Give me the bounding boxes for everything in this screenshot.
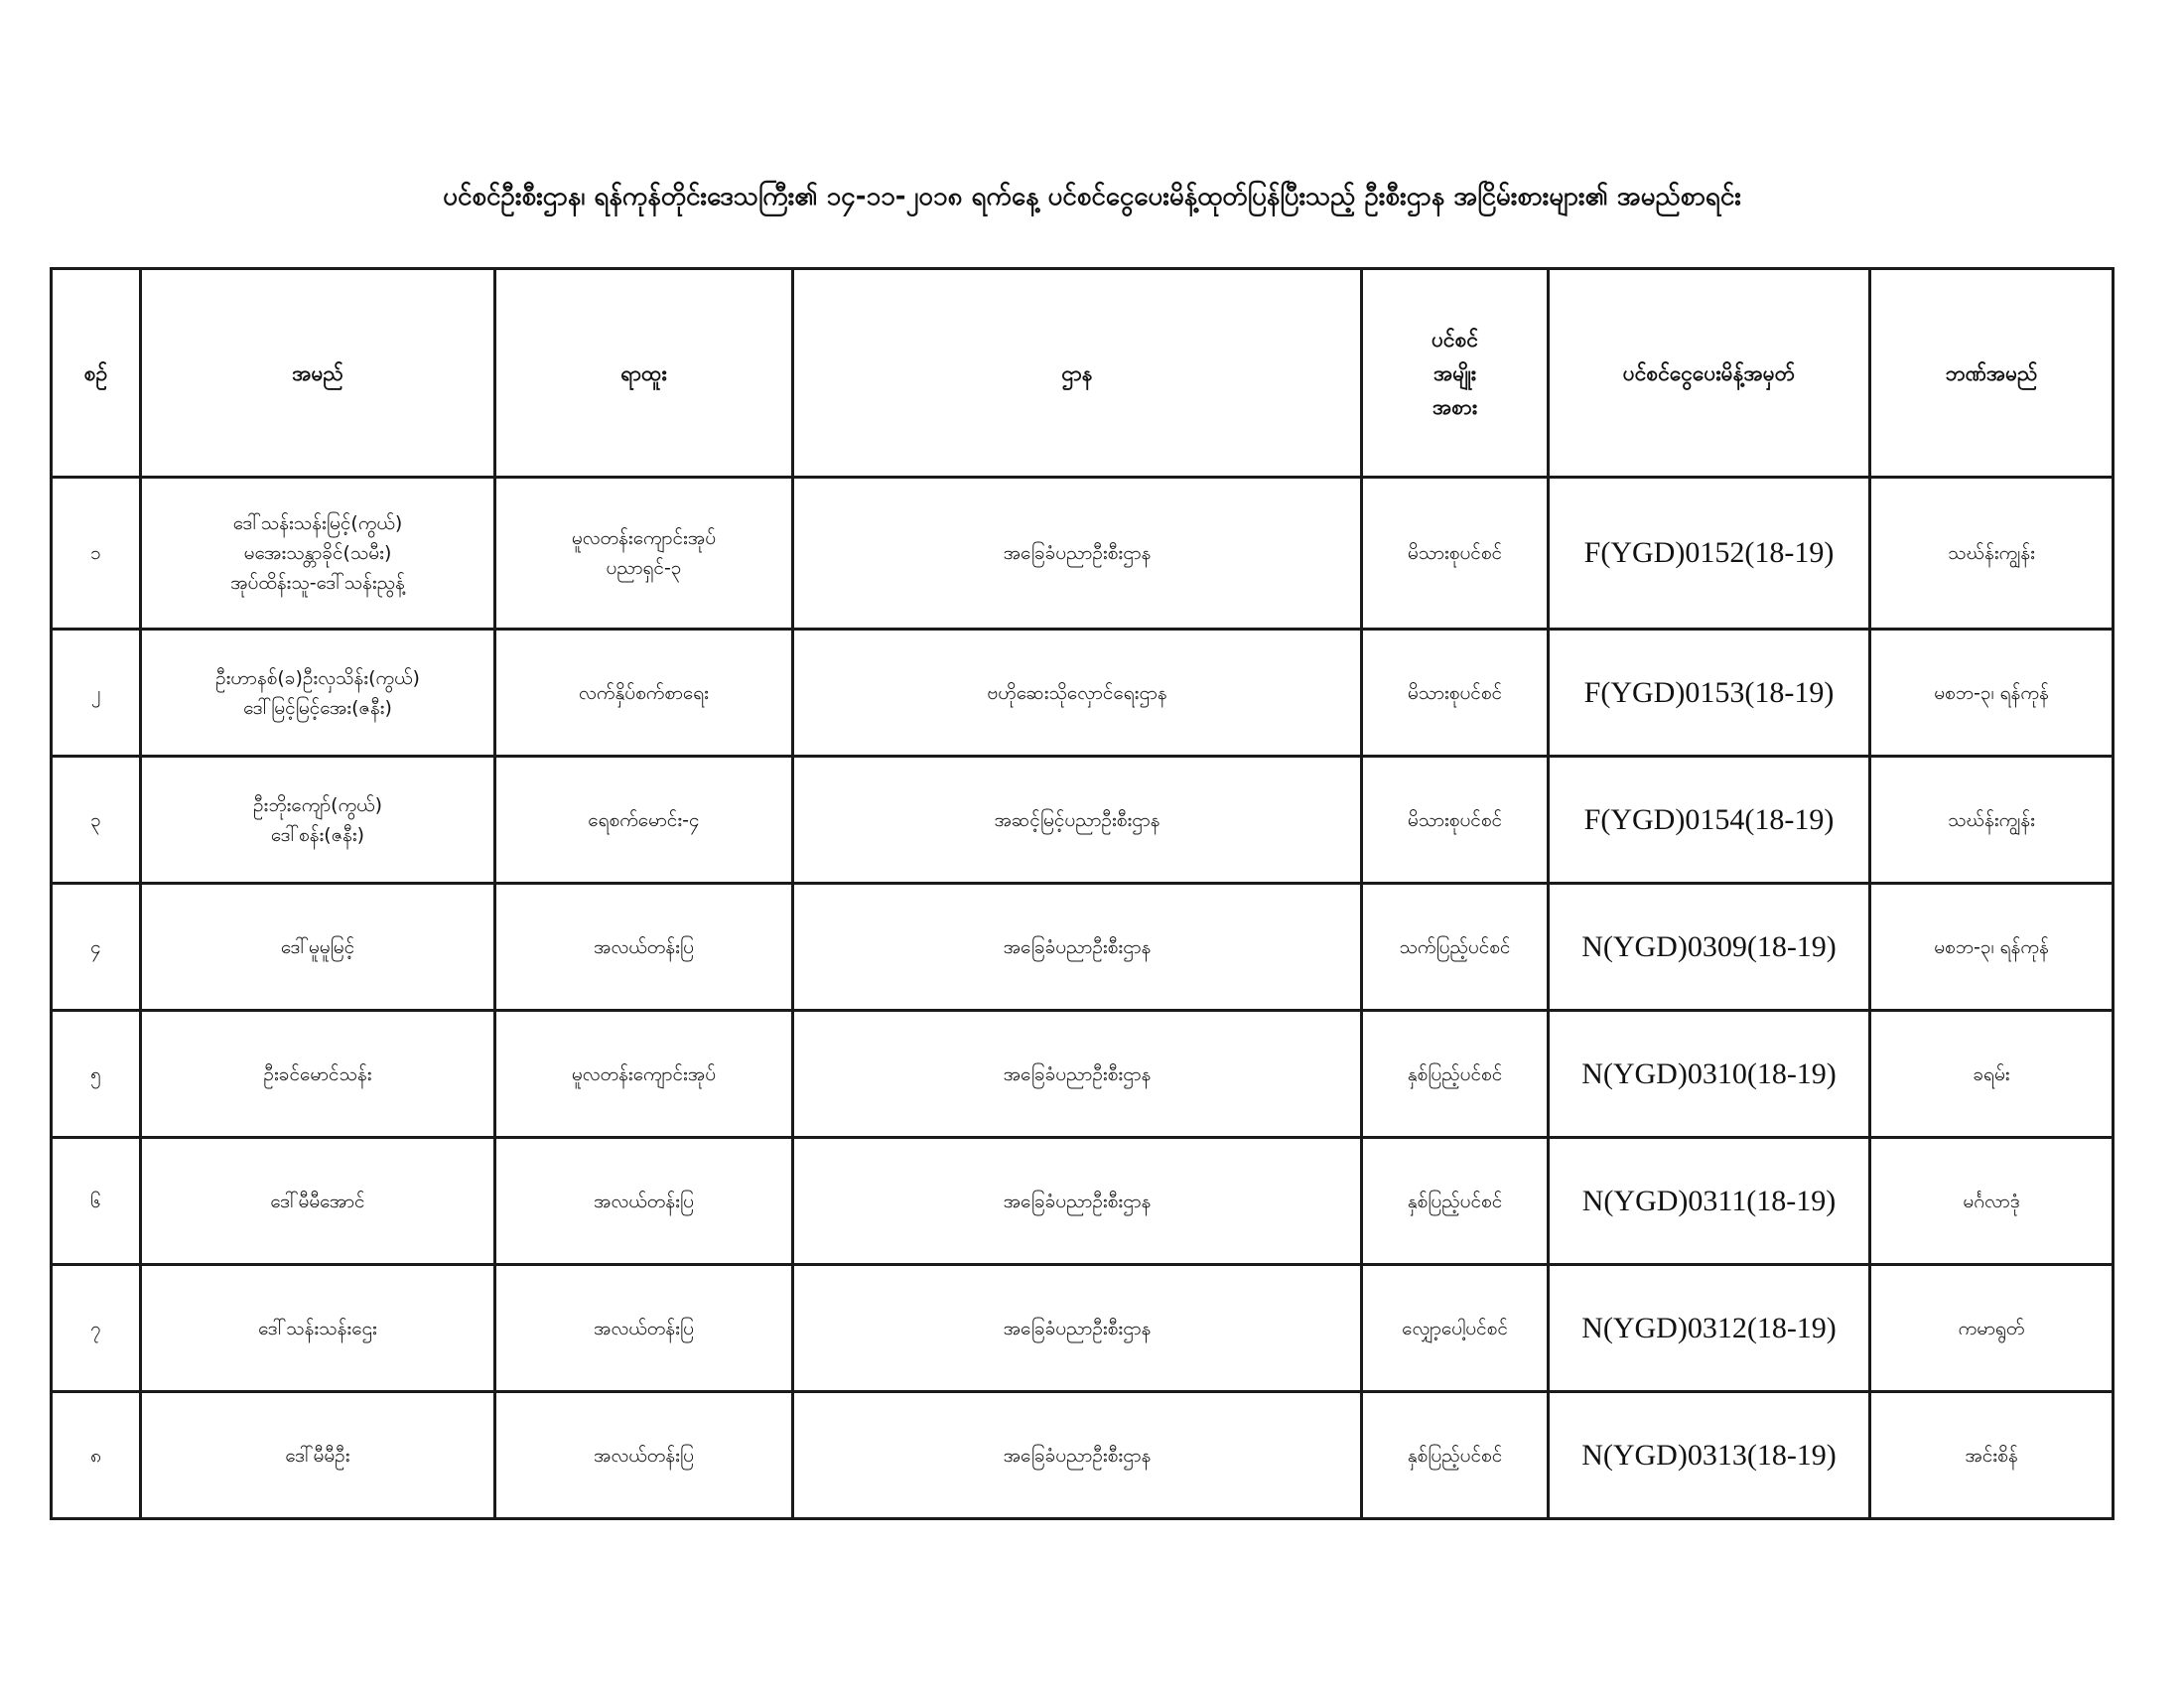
cell-position-line: လက်နှိပ်စက်စာရေး <box>579 681 709 704</box>
cell-position <box>495 884 793 1011</box>
table-row <box>52 757 2114 884</box>
header-department: ဌာန <box>793 269 1362 478</box>
cell-position-line: မူလတန်းကျောင်းအုပ် <box>571 527 717 549</box>
cell-name <box>141 1138 495 1265</box>
cell-position-line: အလယ်တန်းပြ <box>594 1317 694 1339</box>
cell-no: ၃ <box>52 757 141 884</box>
table-row <box>52 1265 2114 1392</box>
cell-position-line: မူလတန်းကျောင်းအုပ် <box>571 1062 717 1085</box>
cell-bank: မစဘ-၃၊ ရန်ကုန် <box>1870 884 2114 1011</box>
cell-no: ၂ <box>52 630 141 757</box>
cell-bank: သဃ်န်းကျွန်း <box>1870 757 2114 884</box>
table-row <box>52 1138 2114 1265</box>
header-position: ရာထူး <box>495 269 793 478</box>
header-pension-type <box>1362 269 1549 478</box>
cell-bank: သဃ်န်းကျွန်း <box>1870 478 2114 630</box>
header-license-no: ပင်စင်ငွေပေးမိန့်အမှတ် <box>1549 269 1870 478</box>
cell-no: ၇ <box>52 1265 141 1392</box>
cell-name-line: ဒေါ်သန်းသန်းမြင့်(ကွယ်) <box>232 512 403 534</box>
page-title: ပင်စင်ဦးစီးဌာန၊ ရန်ကုန်တိုင်းဒေသကြီး၏ ၁၄-၁၁-၂၀၁၈ ရက်နေ့ ပင်စင်ငွေပေးမိန့်ထုတ်ပြန်ပြီးသည့် ဦးစီးဌာန အငြိမ်းစားများ၏ အမည်စာရင်း <box>443 182 1741 211</box>
cell-pension-type: နှစ်ပြည့်ပင်စင် <box>1362 1011 1549 1138</box>
cell-license-no: N(YGD)0312(18-19) <box>1549 1265 1870 1392</box>
cell-position-line: ပညာရှင်-၃ <box>606 557 682 579</box>
cell-position-line: အလယ်တန်းပြ <box>594 1190 694 1212</box>
header-pension-type-line: ပင်စင် <box>1431 327 1479 352</box>
cell-name-line: ဒေါ်မြင့်မြင့်အေး(ဇနီး) <box>243 696 392 719</box>
cell-department: အခြေခံပညာဦးစီးဌာန <box>793 1392 1362 1519</box>
cell-name-line: ဒေါ်မီမီအောင် <box>270 1190 365 1212</box>
cell-position-line: ရေစက်မောင်း-၄ <box>588 808 700 831</box>
cell-pension-type: မိသားစုပင်စင် <box>1362 630 1549 757</box>
cell-department: အဆင့်မြင့်ပညာဦးစီးဌာန <box>793 757 1362 884</box>
table-row <box>52 478 2114 630</box>
cell-department: အခြေခံပညာဦးစီးဌာန <box>793 884 1362 1011</box>
header-pension-type-line: အစား <box>1432 394 1478 419</box>
header-name: အမည် <box>141 269 495 478</box>
pension-list-table <box>50 267 2115 1520</box>
cell-license-no: N(YGD)0311(18-19) <box>1549 1138 1870 1265</box>
cell-license-no: F(YGD)0153(18-19) <box>1549 630 1870 757</box>
cell-name-line: ဒေါ်မူမူမြင့် <box>280 935 355 958</box>
cell-department: အခြေခံပညာဦးစီးဌာန <box>793 1138 1362 1265</box>
cell-name-line: ဦးဘိုးကျော်(ကွယ်) <box>252 793 383 816</box>
cell-bank: မစဘ-၃၊ ရန်ကုန် <box>1870 630 2114 757</box>
cell-no: ၈ <box>52 1392 141 1519</box>
table-row <box>52 1011 2114 1138</box>
table-header-row <box>52 269 2114 478</box>
table-row <box>52 884 2114 1011</box>
cell-name <box>141 630 495 757</box>
cell-name <box>141 757 495 884</box>
cell-no: ၁ <box>52 478 141 630</box>
cell-no: ၆ <box>52 1138 141 1265</box>
header-bank: ဘဏ်အမည် <box>1870 269 2114 478</box>
cell-pension-type: နှစ်ပြည့်ပင်စင် <box>1362 1138 1549 1265</box>
cell-department: အခြေခံပညာဦးစီးဌာန <box>793 1265 1362 1392</box>
cell-name <box>141 1392 495 1519</box>
cell-position <box>495 1265 793 1392</box>
cell-license-no: F(YGD)0152(18-19) <box>1549 478 1870 630</box>
cell-name-line: ဒေါ်သန်းသန်းဌေး <box>258 1317 377 1339</box>
cell-department: အခြေခံပညာဦးစီးဌာန <box>793 478 1362 630</box>
cell-license-no: N(YGD)0310(18-19) <box>1549 1011 1870 1138</box>
cell-no: ၅ <box>52 1011 141 1138</box>
cell-name <box>141 1011 495 1138</box>
cell-pension-type: နှစ်ပြည့်ပင်စင် <box>1362 1392 1549 1519</box>
cell-pension-type: လျှော့ပေါ့ပင်စင် <box>1362 1265 1549 1392</box>
cell-license-no: N(YGD)0313(18-19) <box>1549 1392 1870 1519</box>
cell-name-line: ဒေါ်စန်း(ဇနီး) <box>270 823 365 846</box>
cell-department: ဗဟိုဆေးသိုလှောင်ရေးဌာန <box>793 630 1362 757</box>
cell-pension-type: မိသားစုပင်စင် <box>1362 478 1549 630</box>
cell-position <box>495 1011 793 1138</box>
cell-position <box>495 757 793 884</box>
cell-position-line: အလယ်တန်းပြ <box>594 1444 694 1467</box>
cell-bank: ကမာရွတ် <box>1870 1265 2114 1392</box>
cell-license-no: N(YGD)0309(18-19) <box>1549 884 1870 1011</box>
cell-no: ၄ <box>52 884 141 1011</box>
cell-position <box>495 1392 793 1519</box>
cell-name-line: ဦးခင်မောင်သန်း <box>263 1062 372 1085</box>
table-row <box>52 1392 2114 1519</box>
header-pension-type-line: အမျိုး <box>1433 360 1476 385</box>
cell-name <box>141 884 495 1011</box>
cell-license-no: F(YGD)0154(18-19) <box>1549 757 1870 884</box>
cell-pension-type: မိသားစုပင်စင် <box>1362 757 1549 884</box>
cell-position-line: အလယ်တန်းပြ <box>594 935 694 958</box>
header-no: စဉ် <box>52 269 141 478</box>
cell-name-line: မအေးသန္တာခိုင်(သမီး) <box>243 542 392 564</box>
cell-name <box>141 478 495 630</box>
cell-department: အခြေခံပညာဦးစီးဌာန <box>793 1011 1362 1138</box>
cell-name-line: အုပ်ထိန်းသူ-ဒေါ်သန်းညွန့် <box>230 572 405 594</box>
cell-name-line: ဒေါ်မီမီဦး <box>285 1444 350 1467</box>
cell-pension-type: သက်ပြည့်ပင်စင် <box>1362 884 1549 1011</box>
cell-position <box>495 478 793 630</box>
cell-position <box>495 1138 793 1265</box>
cell-bank: အင်းစိန် <box>1870 1392 2114 1519</box>
table-row <box>52 630 2114 757</box>
cell-position <box>495 630 793 757</box>
cell-bank: မင်္ဂလာဒုံ <box>1870 1138 2114 1265</box>
cell-name-line: ဦးဟာနစ်(ခ)ဦးလှသိန်း(ကွယ်) <box>215 666 420 689</box>
cell-name <box>141 1265 495 1392</box>
cell-bank: ခရမ်း <box>1870 1011 2114 1138</box>
